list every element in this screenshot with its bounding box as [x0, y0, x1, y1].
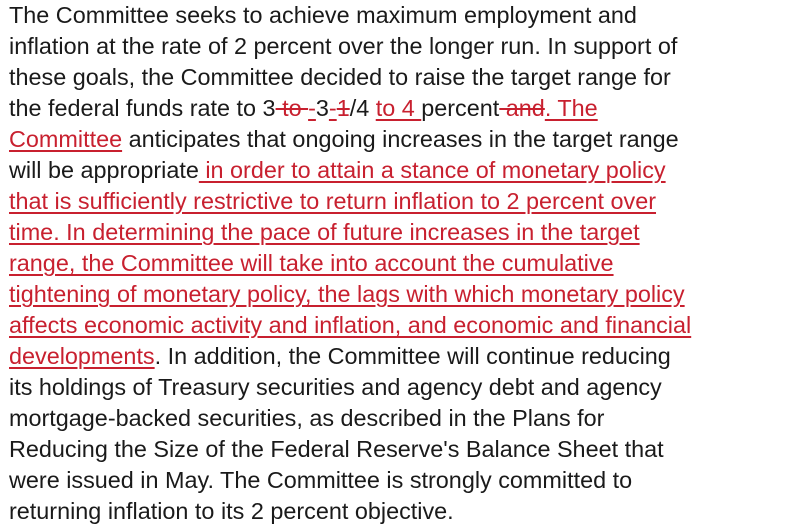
text-line — [9, 279, 804, 310]
deleted-text: 1 — [336, 95, 350, 121]
text-line — [9, 186, 804, 217]
body-text: will be appropriate — [9, 157, 199, 183]
inserted-text: to 4 — [375, 95, 422, 121]
body-text: were issued in May. The Committee is strongly committed to — [9, 467, 633, 493]
deleted-text: to — [275, 95, 309, 121]
text-line — [9, 248, 804, 279]
inserted-text: - — [328, 95, 337, 121]
body-text: its holdings of Treasury securities and agency debt and agency — [9, 374, 662, 400]
inserted-text: that is sufficiently restrictive to return inflation to 2 percent over — [9, 188, 657, 214]
body-text: Reducing the Size of the Federal Reserve's Balance Sheet that — [9, 436, 664, 462]
text-line — [9, 372, 804, 403]
text-line — [9, 217, 804, 248]
text-line — [9, 124, 804, 155]
body-text: the federal funds rate to 3 — [9, 95, 276, 121]
inserted-text: time. In determining the pace of future increases in the target — [9, 219, 640, 245]
text-line — [9, 341, 804, 372]
deleted-text: and — [499, 95, 545, 121]
inserted-text: affects economic activity and inflation, and economic and financial — [9, 312, 692, 338]
inserted-text: in order to attain a stance of monetary policy — [198, 157, 666, 183]
body-text: The Committee seeks to achieve maximum employment and — [9, 2, 637, 28]
inserted-text: developments — [9, 343, 155, 369]
body-text: returning inflation to its 2 percent objective. — [9, 498, 454, 524]
text-line — [9, 310, 804, 341]
text-line — [9, 403, 804, 434]
body-text: 3 — [315, 95, 329, 121]
text-line — [9, 465, 804, 496]
body-text: . In addition, the Committee will continue reducing — [154, 343, 671, 369]
redline-statement — [9, 0, 804, 527]
body-text: percent — [421, 95, 500, 121]
text-line — [9, 31, 804, 62]
inserted-text: tightening of monetary policy, the lags with which monetary policy — [9, 281, 685, 307]
text-line — [9, 62, 804, 93]
body-text: mortgage-backed securities, as described in the Plans for — [9, 405, 605, 431]
body-text: these goals, the Committee decided to raise the target range for — [9, 64, 671, 90]
text-line — [9, 0, 804, 31]
body-text: inflation at the rate of 2 percent over the longer run. In support of — [9, 33, 678, 59]
text-line — [9, 434, 804, 465]
body-text: anticipates that ongoing increases in the target range — [122, 126, 679, 152]
inserted-text: . The — [544, 95, 598, 121]
text-line — [9, 155, 804, 186]
inserted-text: range, the Committee will take into account the cumulative — [9, 250, 614, 276]
text-line — [9, 496, 804, 527]
inserted-text: Committee — [9, 126, 123, 152]
body-text: /4 — [349, 95, 376, 121]
inserted-text: - — [308, 95, 316, 121]
text-line — [9, 93, 804, 124]
